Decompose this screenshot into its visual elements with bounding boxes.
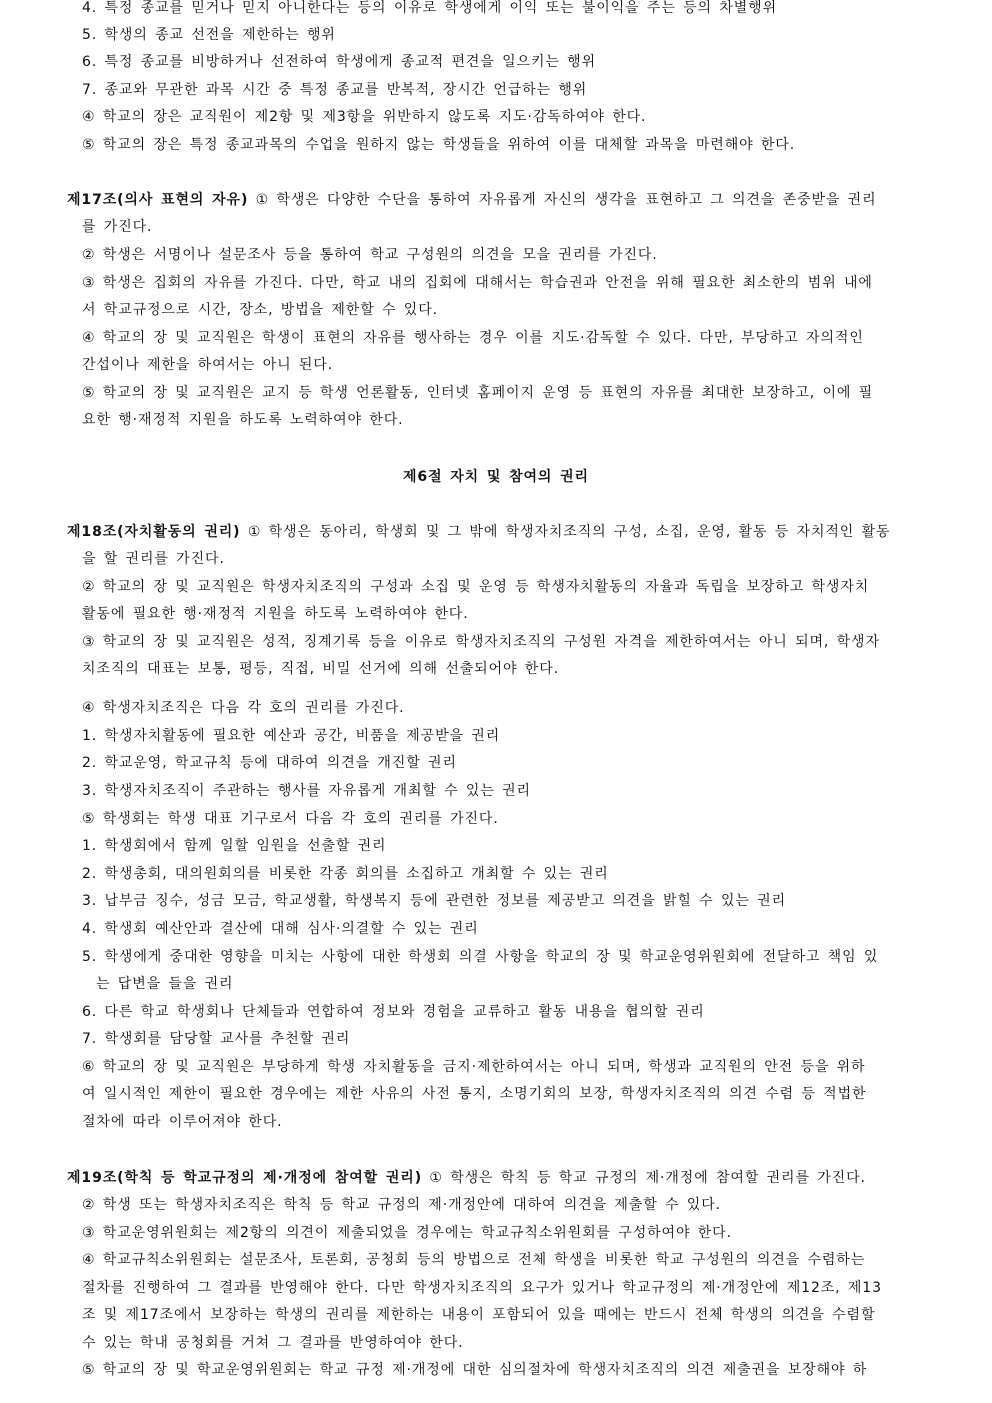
article18-paragraph-3-cont: 치조직의 대표는 보통, 평등, 직접, 비밀 선거에 의해 선출되어야 한다. xyxy=(82,661,559,677)
article19-paragraph-4-cont-2: 조 및 제17조에서 보장하는 학생의 권리를 제한하는 내용이 포함되어 있을 때에는 반드시 전체 학생의 의견을 수렴할 xyxy=(82,1307,876,1323)
article17-paragraph-1-text: ① 학생은 다양한 수단을 통하여 자유롭게 자신의 생각을 표현하고 그 의견을 존중받을 권리 xyxy=(255,192,877,208)
article18-paragraph-4: ④ 학생자치조직은 다음 각 호의 권리를 가진다. xyxy=(82,700,405,716)
article17-paragraph-5-cont: 요한 행·재정적 지원을 하도록 노력하여야 한다. xyxy=(82,412,404,428)
article19-heading: 제19조(학칙 등 학교규정의 제·개정에 참여할 권리) xyxy=(67,1170,423,1186)
article16-item-4: 4. 특정 종교를 믿거나 믿지 아니한다는 등의 이유로 학생에게 이익 또는 불이익을 주는 등의 차별행위 xyxy=(82,0,778,16)
article16-paragraph-4: ④ 학교의 장은 교직원이 제2항 및 제3항을 위반하지 않도록 지도·감독하여야 한다. xyxy=(82,109,647,125)
article18-heading: 제18조(자치활동의 권리) xyxy=(67,524,241,540)
article18-p5-item-6: 6. 다른 학교 학생회나 단체들과 연합하여 정보와 경험을 교류하고 활동 내용을 협의할 권리 xyxy=(82,1004,705,1020)
article18-p4-item-1: 1. 학생자치활동에 필요한 예산과 공간, 비품을 제공받을 권리 xyxy=(82,728,501,744)
article18-p5-item-5: 5. 학생에게 중대한 영향을 미치는 사항에 대한 학생회 의결 사항을 학교의 장 및 학교운영위원회에 전달하고 책임 있 xyxy=(82,949,879,965)
article16-item-6: 6. 특정 종교를 비방하거나 선전하여 학생에게 종교적 편견을 일으키는 행위 xyxy=(82,54,597,70)
article19-paragraph-3: ③ 학교운영위원회는 제2항의 의견이 제출되었을 경우에는 학교규칙소위원회를 구성하여야 한다. xyxy=(82,1225,732,1241)
article17-paragraph-4: ④ 학교의 장 및 교직원은 학생이 표현의 자유를 행사하는 경우 이를 지도·감독할 수 있다. 다만, 부당하고 자의적인 xyxy=(82,330,864,346)
article18-paragraph-6: ⑥ 학교의 장 및 교직원은 부당하게 학생 자치활동을 금지·제한하여서는 아니 되며, 학생과 교직원의 안전 등을 위하 xyxy=(82,1059,866,1075)
article17-paragraph-2: ② 학생은 서명이나 설문조사 등을 통하여 학교 구성원의 의견을 모을 권리를 가진다. xyxy=(82,247,658,263)
article18-paragraph-2: ② 학교의 장 및 교직원은 학생자치조직의 구성과 소집 및 운영 등 학생자치활동의 자율과 독립을 보장하고 학생자치 xyxy=(82,579,870,595)
article18-p5-item-5-cont: 는 답변을 들을 권리 xyxy=(96,976,234,992)
article18-p5-item-1: 1. 학생회에서 함께 일할 임원을 선출할 권리 xyxy=(82,838,387,854)
article19-paragraph-4-cont-3: 수 있는 학내 공청회를 거쳐 그 결과를 반영하여야 한다. xyxy=(82,1335,464,1351)
article18-paragraph-3: ③ 학교의 장 및 교직원은 성적, 징계기록 등을 이유로 학생자치조직의 구성원 자격을 제한하여서는 아니 되며, 학생자 xyxy=(82,634,880,650)
article17-paragraph-1-cont: 를 가진다. xyxy=(82,219,153,235)
article16-item-7: 7. 종교와 무관한 과목 시간 중 특정 종교를 반복적, 장시간 언급하는 행위 xyxy=(82,82,588,98)
article18-paragraph-2-cont: 활동에 필요한 행·재정적 지원을 하도록 노력하여야 한다. xyxy=(82,606,469,622)
article18-p5-item-3: 3. 납부금 징수, 성금 모금, 학교생활, 학생복지 등에 관련한 정보를 제공받고 의견을 밝힐 수 있는 권리 xyxy=(82,893,786,909)
article19-paragraph-4-cont-1: 절차를 진행하여 그 결과를 반영해야 한다. 다만 학생자치조직의 요구가 있거나 학교규정의 제·개정안에 제12조, 제13 xyxy=(82,1280,882,1296)
article18-p4-item-2: 2. 학교운영, 학교규칙 등에 대하여 의견을 개진할 권리 xyxy=(82,755,457,771)
article18-paragraph-1-text: ① 학생은 동아리, 학생회 및 그 밖에 학생자치조직의 구성, 소집, 운영, 활동 등 자치적인 활동 xyxy=(247,524,891,540)
article19-paragraph-1 xyxy=(67,1168,866,1188)
article18-p5-item-2: 2. 학생총회, 대의원회의를 비롯한 각종 회의를 소집하고 개최할 수 있는 권리 xyxy=(82,866,609,882)
article17-paragraph-5: ⑤ 학교의 장 및 교직원은 교지 등 학생 언론활동, 인터넷 홈페이지 운영 등 표현의 자유를 최대한 보장하고, 이에 필 xyxy=(82,385,874,401)
article19-paragraph-1-text: ① 학생은 학칙 등 학교 규정의 제·개정에 참여할 권리를 가진다. xyxy=(429,1170,866,1186)
article16-paragraph-5: ⑤ 학교의 장은 특정 종교과목의 수업을 원하지 않는 학생들을 위하여 이를 대체할 과목을 마련해야 한다. xyxy=(82,137,796,153)
article17-paragraph-4-cont: 간섭이나 제한을 하여서는 아니 된다. xyxy=(82,357,334,373)
article18-paragraph-1-cont: 을 할 권리를 가진다. xyxy=(82,551,225,567)
article17-paragraph-1 xyxy=(67,190,877,210)
article18-p5-item-7: 7. 학생회를 담당할 교사를 추천할 권리 xyxy=(82,1031,351,1047)
article18-paragraph-6-cont-1: 여 일시적인 제한이 필요한 경우에는 제한 사유의 사전 통지, 소명기회의 보장, 학생자치조직의 의견 수렴 등 적법한 xyxy=(82,1086,867,1102)
article18-p4-item-3: 3. 학생자치조직이 주관하는 행사를 자유롭게 개최할 수 있는 권리 xyxy=(82,783,531,799)
article18-paragraph-5: ⑤ 학생회는 학생 대표 기구로서 다음 각 호의 권리를 가진다. xyxy=(82,811,499,827)
article17-paragraph-3: ③ 학생은 집회의 자유를 가진다. 다만, 학교 내의 집회에 대해서는 학습권과 안전을 위해 필요한 최소한의 범위 내에 xyxy=(82,275,873,291)
article17-paragraph-3-cont: 서 학교규정으로 시간, 장소, 방법을 제한할 수 있다. xyxy=(82,302,438,318)
article18-paragraph-6-cont-2: 절차에 따라 이루어져야 한다. xyxy=(82,1114,283,1130)
article19-paragraph-4: ④ 학교규칙소위원회는 설문조사, 토론회, 공청회 등의 방법으로 전체 학생을 비롯한 학교 구성원의 의견을 수렴하는 xyxy=(82,1252,866,1268)
article16-item-5: 5. 학생의 종교 선전을 제한하는 행위 xyxy=(82,27,336,43)
article19-paragraph-5: ⑤ 학교의 장 및 학교운영위원회는 학교 규정 제·개정에 대한 심의절차에 학생자치조직의 의견 제출권을 보장해야 하 xyxy=(82,1362,868,1378)
article17-heading: 제17조(의사 표현의 자유) xyxy=(67,192,249,208)
article19-paragraph-2: ② 학생 또는 학생자치조직은 학칙 등 학교 규정의 제·개정안에 대하여 의견을 제출할 수 있다. xyxy=(82,1197,721,1213)
section-title: 제6절 자치 및 참여의 권리 xyxy=(403,469,589,485)
article18-paragraph-1 xyxy=(67,522,890,542)
article18-p5-item-4: 4. 학생회 예산안과 결산에 대해 심사·의결할 수 있는 권리 xyxy=(82,921,479,937)
